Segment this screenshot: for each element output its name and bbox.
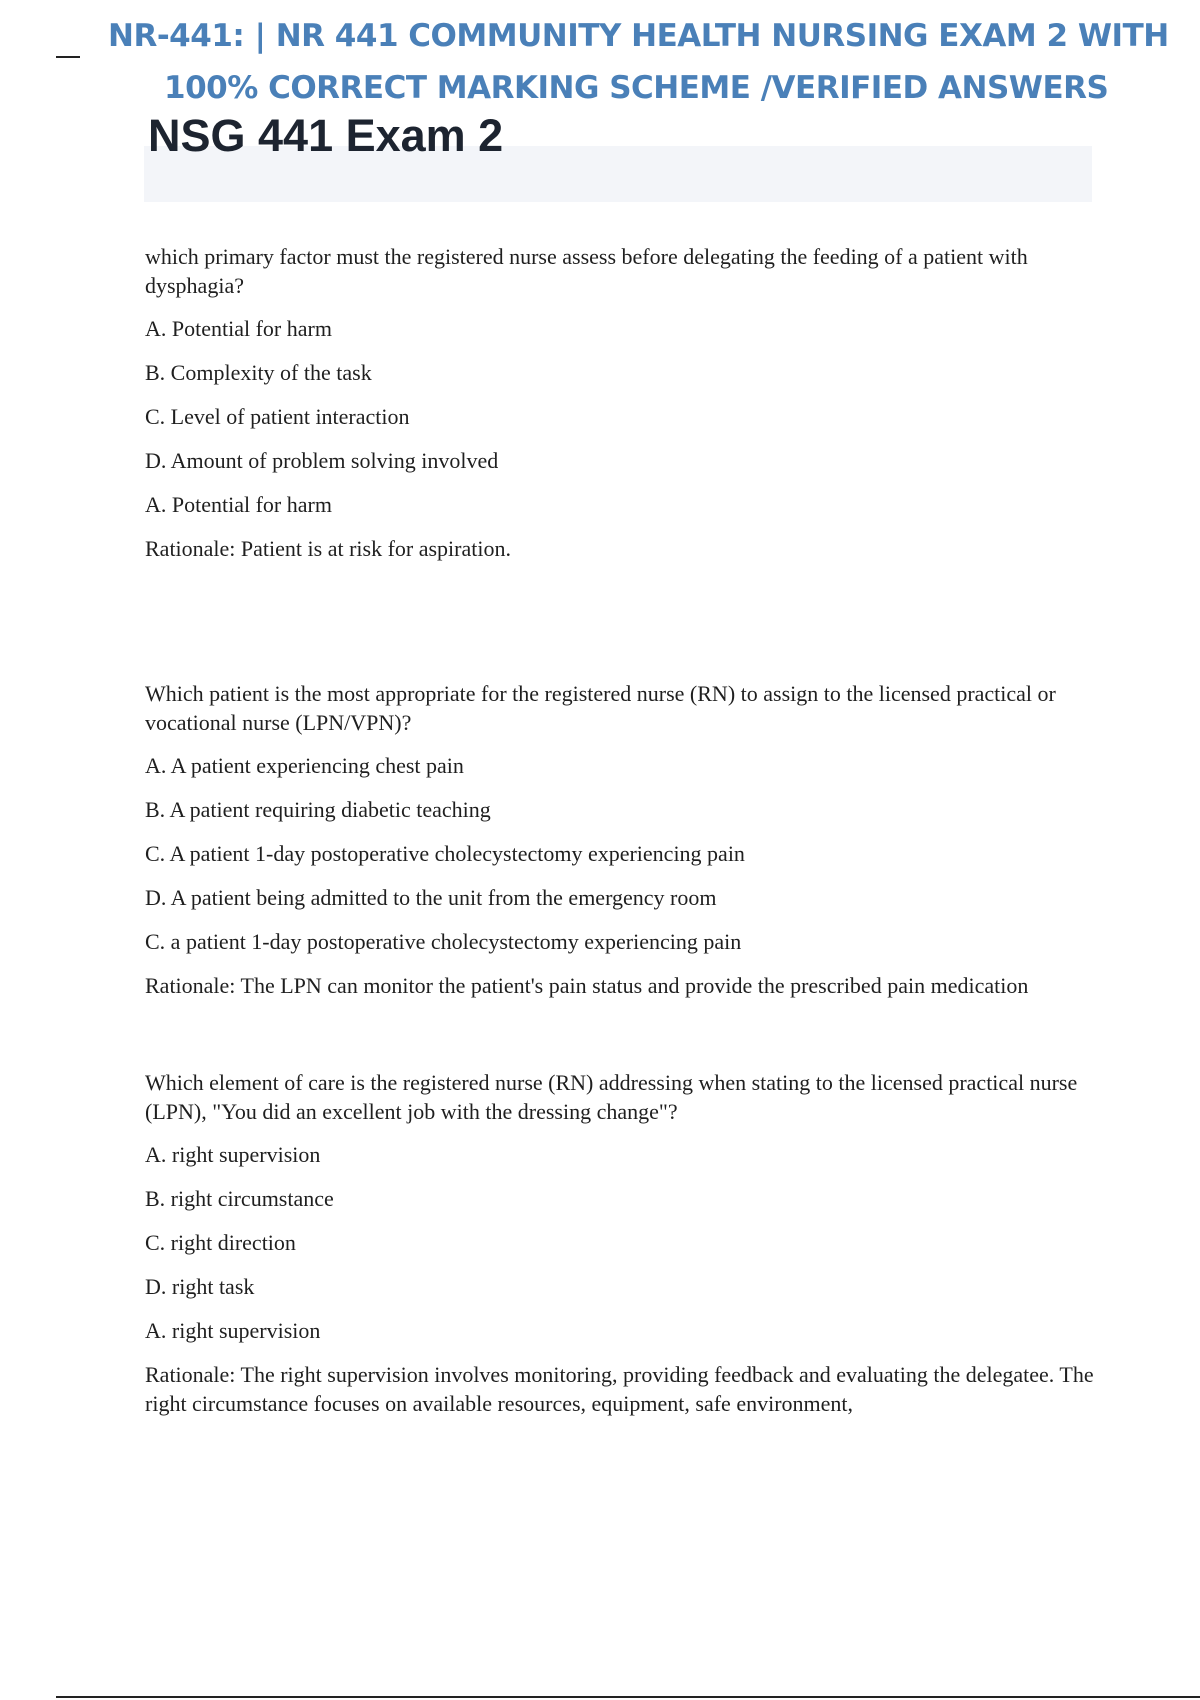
question-prompt: Which element of care is the registered nurse (RN) addressing when stating to the licensed practical nurse (LPN), "You did an excellent job with the dressing change"? bbox=[145, 1070, 1078, 1124]
answer-option: A. Potential for harm bbox=[145, 316, 332, 341]
question-prompt: which primary factor must the registered nurse assess before delegating the feeding of a patient with dysphagia? bbox=[145, 244, 1028, 298]
footer-rule bbox=[56, 1696, 1200, 1698]
document-title-line-2: 100% CORRECT MARKING SCHEME /VERIFIED ANSWERS bbox=[164, 70, 1109, 106]
answer-option: C. A patient 1-day postoperative cholecystectomy experiencing pain bbox=[145, 841, 745, 866]
document-title-line-1: NR-441: | NR 441 COMMUNITY HEALTH NURSING EXAM 2 WITH bbox=[108, 18, 1169, 54]
answer-option: B. Complexity of the task bbox=[145, 360, 372, 385]
answer-option: A. right supervision bbox=[145, 1142, 321, 1167]
question-block-3 bbox=[145, 1068, 1095, 1418]
correct-answer: A. right supervision bbox=[145, 1318, 321, 1343]
answer-option: D. right task bbox=[145, 1274, 255, 1299]
answer-option: C. right direction bbox=[145, 1230, 296, 1255]
question-list bbox=[145, 242, 1095, 1418]
question-block-1 bbox=[145, 242, 1095, 563]
rationale-text: Rationale: The right supervision involves monitoring, providing feedback and evaluating the delegatee. The right circumstance focuses on available resources, equipment, safe environment, bbox=[145, 1362, 1094, 1416]
question-block-2 bbox=[145, 679, 1095, 1000]
rationale-text: Rationale: Patient is at risk for aspiration. bbox=[145, 536, 511, 561]
answer-option: A. A patient experiencing chest pain bbox=[145, 753, 464, 778]
answer-option: D. Amount of problem solving involved bbox=[145, 448, 499, 473]
answer-option: C. Level of patient interaction bbox=[145, 404, 410, 429]
rationale-text: Rationale: The LPN can monitor the patient's pain status and provide the prescribed pain medication bbox=[145, 973, 1029, 998]
answer-option: D. A patient being admitted to the unit from the emergency room bbox=[145, 885, 717, 910]
correct-answer: A. Potential for harm bbox=[145, 492, 332, 517]
answer-option: B. A patient requiring diabetic teaching bbox=[145, 797, 491, 822]
question-prompt: Which patient is the most appropriate for the registered nurse (RN) to assign to the licensed practical or vocational nurse (LPN/VPN)? bbox=[145, 681, 1056, 735]
margin-dash bbox=[56, 56, 80, 58]
correct-answer: C. a patient 1-day postoperative cholecystectomy experiencing pain bbox=[145, 929, 742, 954]
exam-subtitle: NSG 441 Exam 2 bbox=[148, 110, 504, 161]
answer-option: B. right circumstance bbox=[145, 1186, 334, 1211]
